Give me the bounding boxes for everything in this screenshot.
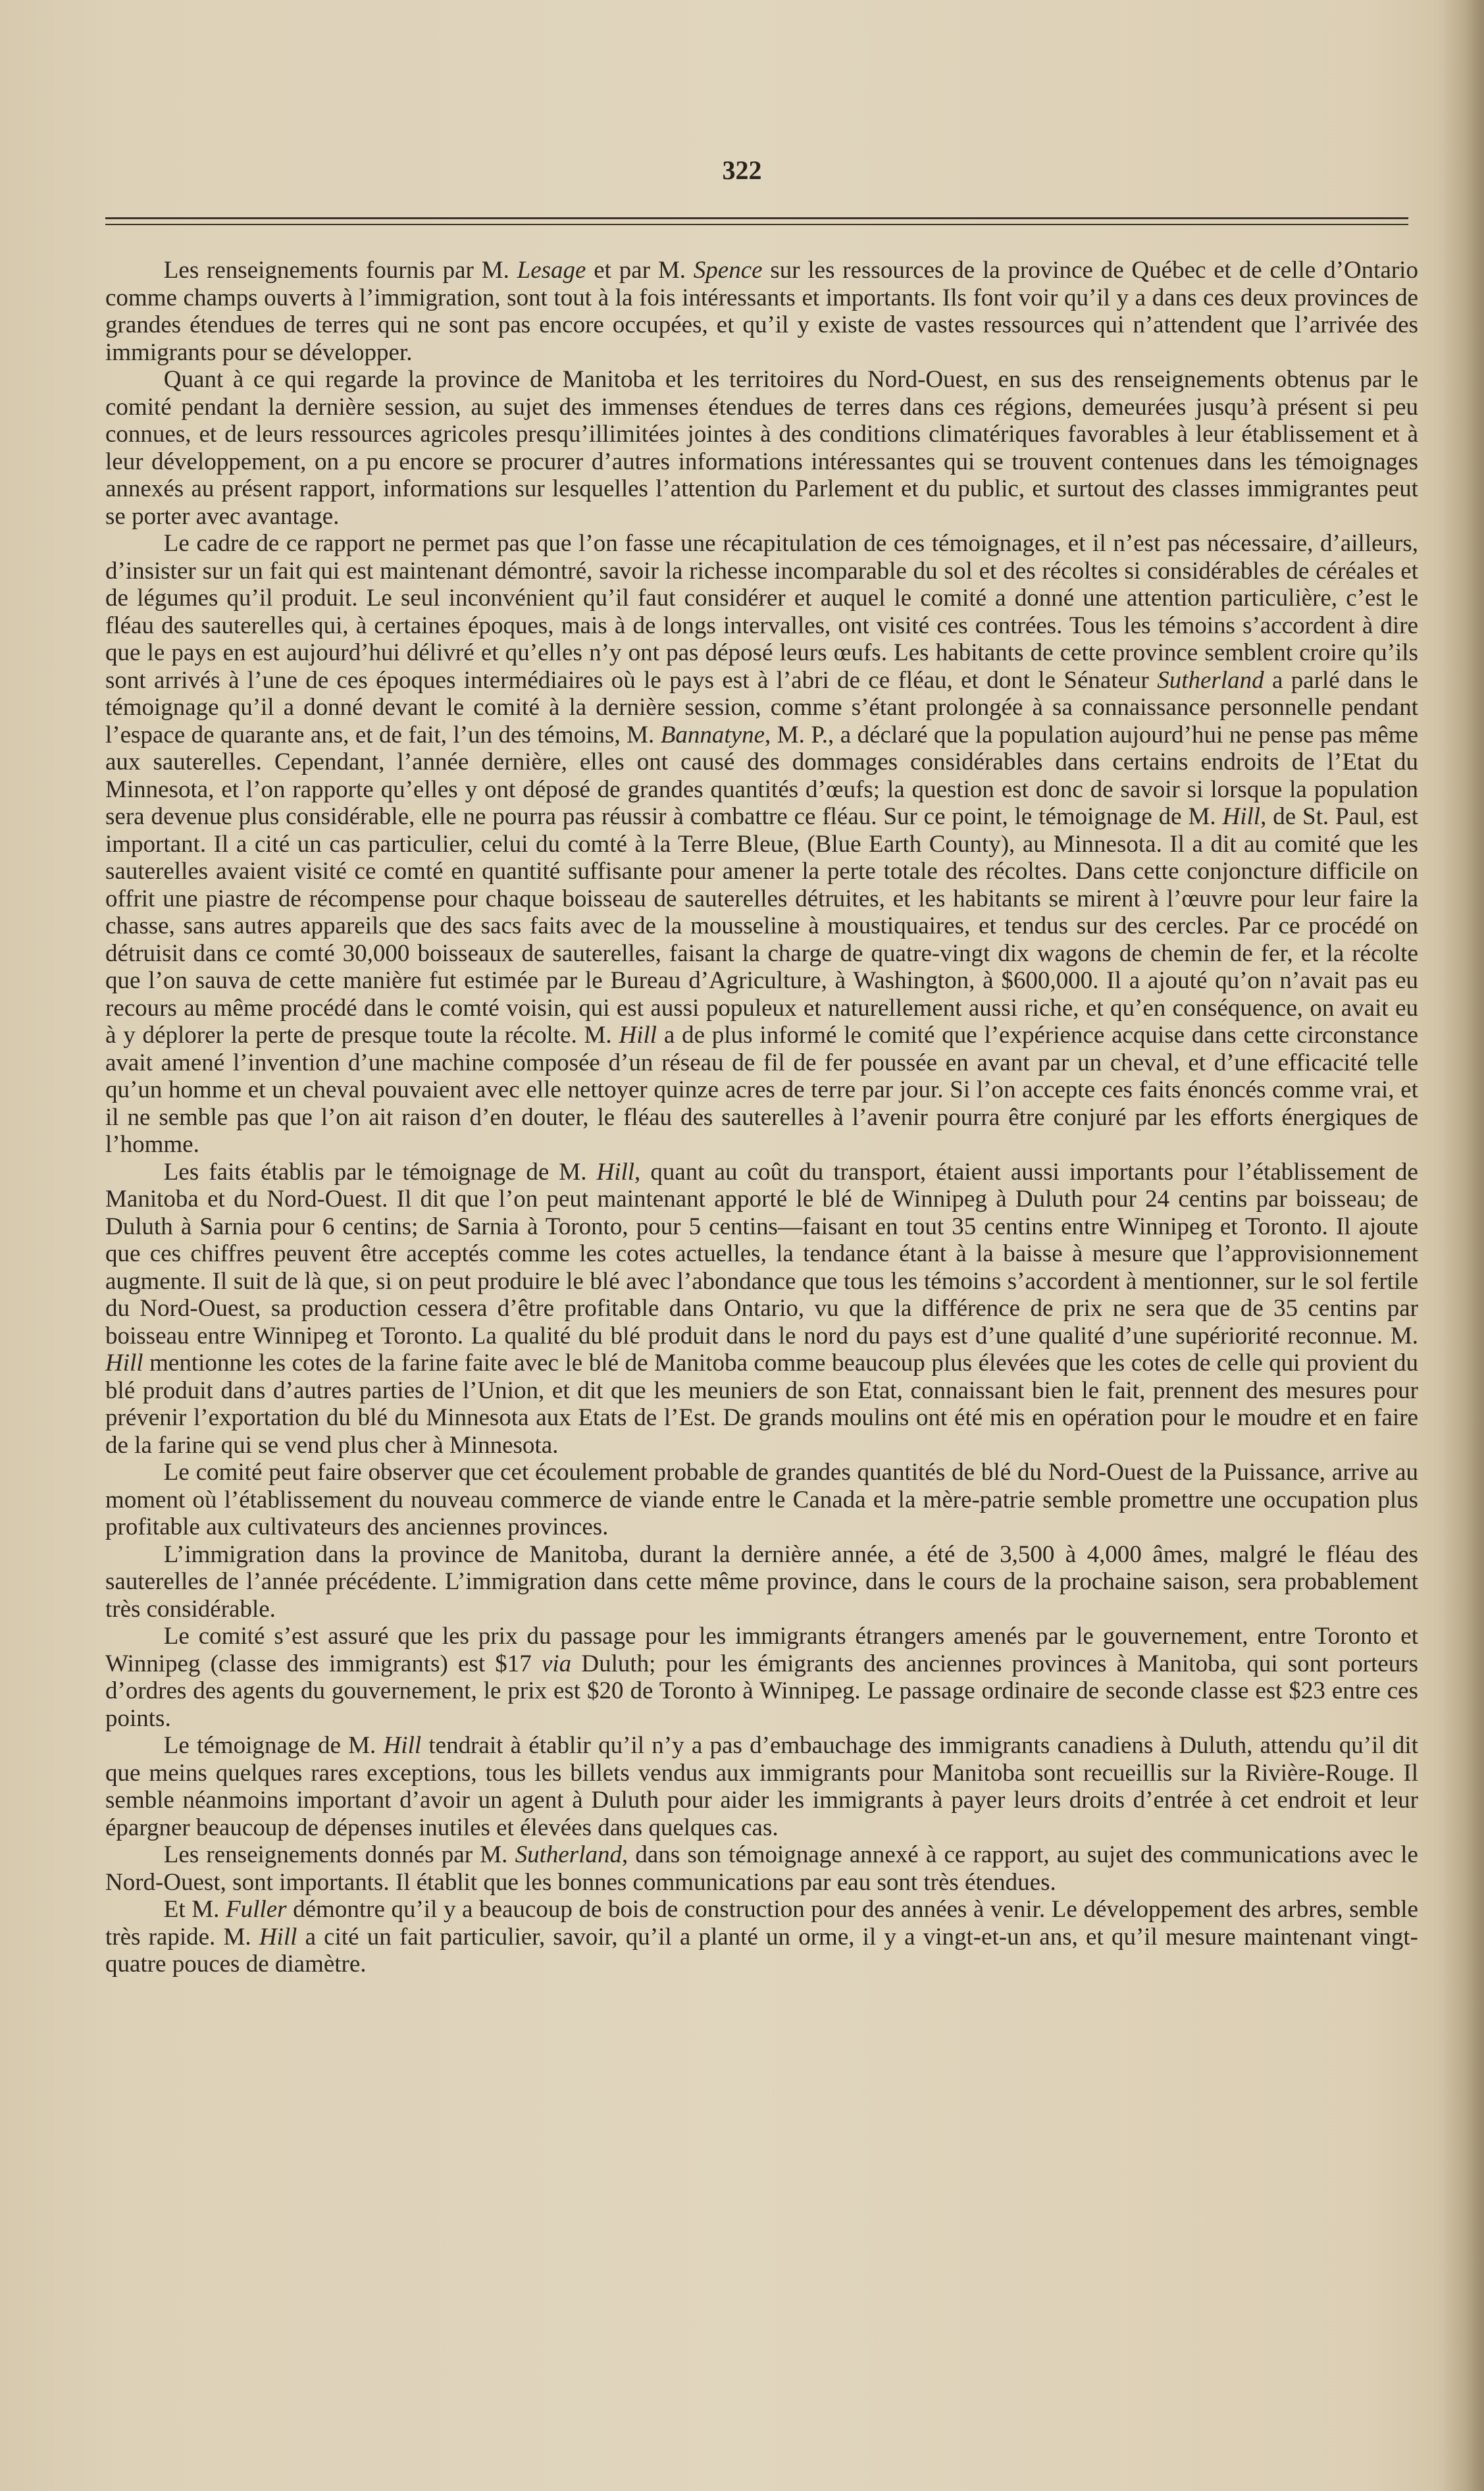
italic-name: Fuller: [226, 1896, 287, 1923]
italic-name: Sutherland: [515, 1841, 622, 1868]
paragraph: Les faits établis par le témoignage de M. Hill, quant au coût du transport, étaient aussi importants pour l’établissement de Manitoba et du Nord-Ouest. Il dit que l’on peut maintenant apporté le blé de Winnipeg à Duluth pour 24 centins par boisseau; de Duluth à Sarnia pour 6 centins; de Sarnia à Toronto, pour 5 centins—faisant en tout 35 centins entre Winnipeg et Toronto. Il ajoute que ces chiffres peuvent être acceptés comme les cotes actuelles, la tendance étant à la baisse à mesure que l’approvisionnement augmente. Il suit de là que, si on peut produire le blé avec l’abondance que tous les témoins s’accordent à mentionner, sur le sol fertile du Nord-Ouest, sa production cessera d’être profitable dans Ontario, vu que la différence de prix ne sera que de 35 centins par boisseau entre Winnipeg et Toronto. La qualité du blé produit dans le nord du pays est d’une qualité d’une supériorité reconnue. M. Hill mentionne les cotes de la farine faite avec le blé de Manitoba comme beaucoup plus élevées que les cotes de celle qui provient du blé produit dans d’autres parties de l’Union, et dit que les meuniers de son Etat, connaissant bien le fait, prennent des mesures pour prévenir l’exportation du blé du Minnesota aux Etats de l’Est. De grands moulins ont été mis en opération pour le moudre et en faire de la farine qui se vend plus cher à Minnesota.: [105, 1158, 1418, 1459]
italic-name: Lesage: [517, 257, 586, 284]
italic-name: Hill: [105, 1350, 143, 1377]
paragraph: Le cadre de ce rapport ne permet pas que l’on fasse une récapitulation de ces témoignages, et il n’est pas nécessaire, d’ailleurs, d’insister sur un fait qui est maintenant démontré, savoir la richesse incomparable du sol et des récoltes si considérables de céréales et de légumes qu’il produit. Le seul inconvénient qu’il faut considérer et auquel le comité a donné une attention particulière, c’est le fléau des sauterelles qui, à certaines époques, mais à de longs intervalles, ont visité ces contrées. Tous les témoins s’accordent à dire que le pays en est aujourd’hui délivré et qu’elles n’y ont pas déposé leurs œufs. Les habitants de cette province semblent croire qu’ils sont arrivés à l’une de ces époques intermédiaires où le pays est à l’abri de ce fléau, et dont le Sénateur Sutherland a parlé dans le témoignage qu’il a donné devant le comité à la dernière session, comme s’étant prolongée à sa connaissance personnelle pendant l’espace de quarante ans, et de fait, l’un des témoins, M. Bannatyne, M. P., a déclaré que la population aujourd’hui ne pense pas même aux sauterelles. Cependant, l’année dernière, elles ont causé des dommages considérables dans certains endroits de l’Etat du Minnesota, et l’on rapporte qu’elles y ont déposé de grandes quantités d’œufs; la question est donc de savoir si lorsque la population sera devenue plus considérable, elle ne pourra pas réussir à combattre ce fléau. Sur ce point, le témoignage de M. Hill, de St. Paul, est important. Il a cité un cas particulier, celui du comté à la Terre Bleue, (Blue Earth County), au Minnesota. Il a dit au comité que les sauterelles avaient visité ce comté en quantité suffisante pour amener la perte totale des récoltes. Dans cette conjoncture difficile on offrit une piastre de récompense pour chaque boisseau de sauterelles détruites, et les habitants se mirent à l’œuvre pour leur faire la chasse, sans autres appareils que des sacs faits avec de la mousseline à moustiquaires, et tendus sur des cercles. Par ce procédé on détruisit dans ce comté 30,000 boisseaux de sauterelles, faisant la charge de quatre-vingt dix wagons de chemin de fer, et la récolte que l’on sauva de cette manière fut estimée par le Bureau d’Agriculture, à Washington, à $600,000. Il a ajouté qu’on n’avait pas eu recours au même procédé dans le comté voisin, qui est aussi populeux et naturellement aussi riche, et qu’en conséquence, on avait eu à y déplorer la perte de presque toute la récolte. M. Hill a de plus informé le comité que l’expérience acquise dans cette circonstance avait amené l’invention d’une machine composée d’un réseau de fil de fer poussée en avant par un cheval, et d’une efficacité telle qu’un homme et un cheval pouvaient avec elle nettoyer quinze acres de terre par jour. Si l’on accepte ces faits énoncés comme vrai, et il ne semble pas que l’on ait raison d’en douter, le fléau des sauterelles à l’avenir pourra être conjuré par les efforts énergiques de l’homme.: [105, 530, 1418, 1158]
header-rule: [105, 217, 1408, 219]
italic-name: Hill: [596, 1158, 635, 1186]
paragraph: Et M. Fuller démontre qu’il y a beaucoup de bois de construction pour des années à venir. Le développement des arbres, semble très rapide. M. Hill a cité un fait particulier, savoir, qu’il a planté un orme, il y a vingt-et-un ans, et qu’il mesure maintenant vingt-quatre pouces de diamètre.: [105, 1896, 1419, 1978]
italic-name: Hill: [619, 1022, 657, 1049]
italic-name: Sutherland: [1157, 666, 1264, 694]
italic-name: via: [541, 1650, 572, 1677]
italic-name: Hill: [383, 1732, 422, 1759]
italic-name: Spence: [693, 257, 763, 284]
italic-name: Hill: [1222, 803, 1261, 830]
page-number: 322: [722, 155, 762, 185]
paragraph: Le témoignage de M. Hill tendrait à établir qu’il n’y a pas d’embauchage des immigrants canadiens à Duluth, attendu qu’il dit que meins quelques rares exceptions, tous les billets vendus aux immigrants pour Manitoba sont recueillis sur la Rivière-Rouge. Il semble néanmoins important d’avoir un agent à Duluth pour aider les immigrants à payer leurs droits d’entrée à cet endroit et leur épargner beaucoup de dépenses inutiles et élevées dans quelques cas.: [105, 1732, 1418, 1841]
page-shadow: [1438, 0, 1484, 2491]
paragraph: Les renseignements fournis par M. Lesage et par M. Spence sur les ressources de la province de Québec et de celle d’Ontario comme champs ouverts à l’immigration, sont tout à la fois intéressants et importants. Ils font voir qu’il y a dans ces deux provinces de grandes étendues de terres qui ne sont pas encore occupées, et qu’il y existe de vastes ressources qui n’attendent que l’arrivée des immigrants pour se développer.: [105, 257, 1418, 366]
italic-name: Hill: [259, 1923, 297, 1951]
paragraph: Les renseignements donnés par M. Sutherland, dans son témoignage annexé à ce rapport, au sujet des communications avec le Nord-Ouest, sont importants. Il établit que les bonnes communications par eau sont très étendues.: [105, 1841, 1418, 1896]
italic-name: Bannatyne: [660, 721, 765, 748]
header-rule-thin: [105, 224, 1408, 225]
paragraph: L’immigration dans la province de Manitoba, durant la dernière année, a été de 3,500 à 4,000 âmes, malgré le fléau des sauterelles de l’année précédente. L’immigration dans cette même province, dans le cours de la prochaine saison, sera probablement très considérable.: [105, 1540, 1418, 1623]
paragraph: Quant à ce qui regarde la province de Manitoba et les territoires du Nord-Ouest, en sus des renseignements obtenus par le comité pendant la dernière session, au sujet des immenses étendues de terres dans ces régions, demeurées jusqu’à présent si peu connues, et de leurs ressources agricoles presqu’illimitées jointes à des conditions climatériques favorables à leur établissement et à leur développement, on a pu encore se procurer d’autres informations intéressantes qui se trouvent contenues dans les témoignages annexés au présent rapport, informations sur lesquelles l’attention du Parlement et du public, et surtout des classes immigrantes peut se porter avec avantage.: [105, 366, 1418, 530]
body-text: [105, 257, 1418, 1978]
paragraph: Le comité s’est assuré que les prix du passage pour les immigrants étrangers amenés par le gouvernement, entre Toronto et Winnipeg (classe des immigrants) est $17 via Duluth; pour les émigrants des anciennes provinces à Manitoba, qui sont porteurs d’ordres des agents du gouvernement, le prix est $20 de Toronto à Winnipeg. Le passage ordinaire de seconde classe est $23 entre ces points.: [105, 1623, 1418, 1732]
paragraph: Le comité peut faire observer que cet écoulement probable de grandes quantités de blé du Nord-Ouest de la Puissance, arrive au moment où l’établissement du nouveau commerce de viande entre le Canada et la mère-patrie semble promettre une occupation plus profitable aux cultivateurs des anciennes provinces.: [105, 1459, 1418, 1540]
